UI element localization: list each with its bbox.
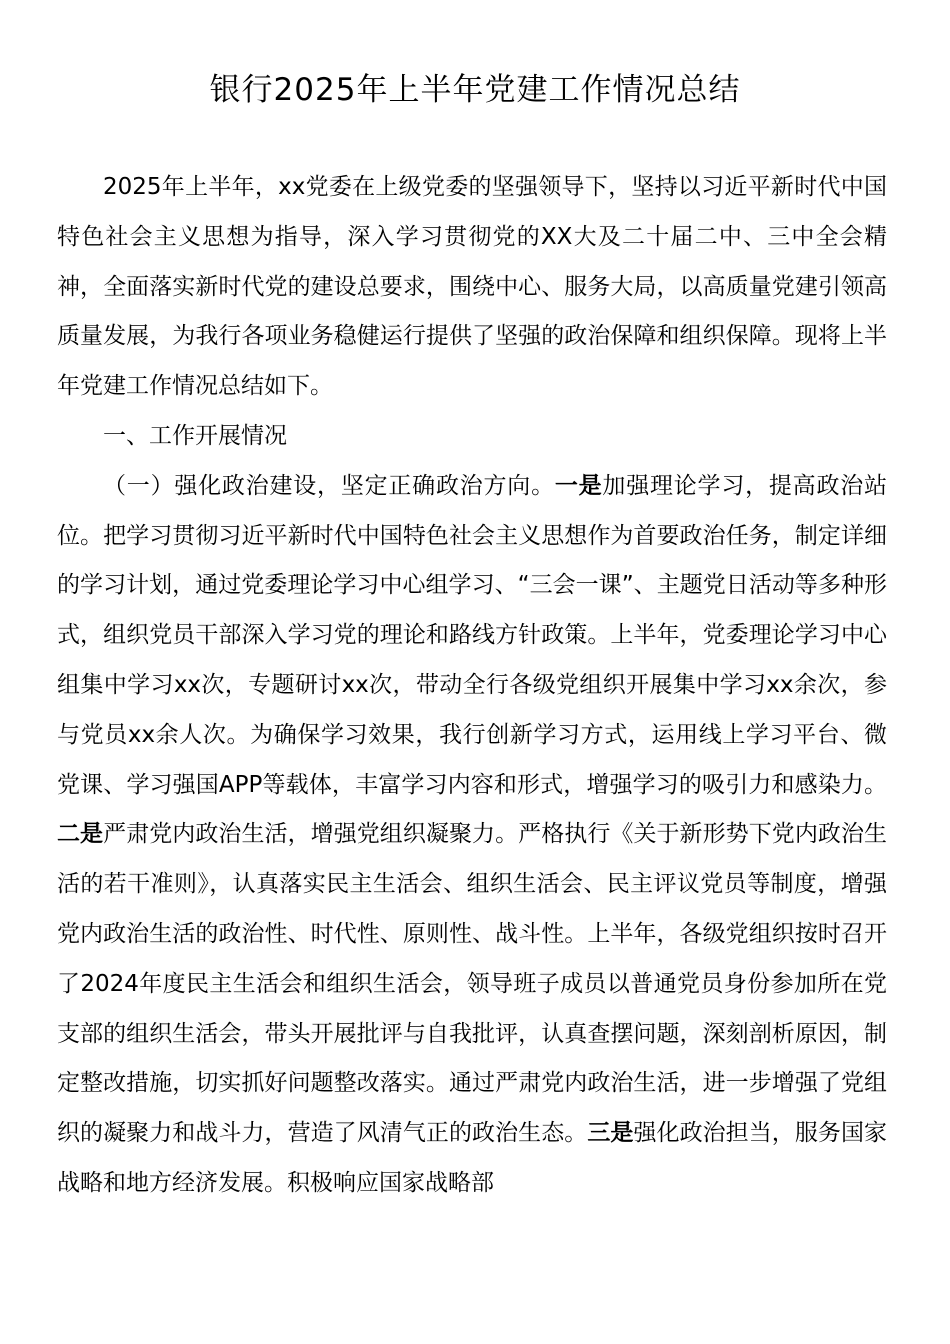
point-text-1: 加强理论学习，提高政治站位。把学习贯彻习近平新时代中国特色社会主义思想作为首要政治任务，制定详细的学习计划，通过党委理论学习中心组学习、“三会一课”、主题党日活动等多种形式，组织党员干部深入学习党的理论和路线方针政策。上半年，党委理论学习中心组集中学习xx次，专题研讨xx次，带动全行各级党组织开展集中学习xx余次，参与党员xx余人次。为确保学习效果，我行创新学习方式，运用线上学习平台、微党课、学习强国APP等载体，丰富学习内容和形式，增强学习的吸引力和感染力。 xyxy=(57,472,887,798)
document-title: 银行2025年上半年党建工作情况总结 xyxy=(209,72,741,108)
document-body xyxy=(57,163,887,1209)
section-heading: 一、工作开展情况 xyxy=(103,422,287,449)
point-label-1: 一是 xyxy=(554,472,603,499)
intro-paragraph: 2025年上半年，xx党委在上级党委的坚强领导下，坚持以习近平新时代中国特色社会主义思想为指导，深入学习贯彻党的XX大及二十届二中、三中全会精神，全面落实新时代党的建设总要求，围绕中心、服务大局，以高质量党建引领高质量发展，为我行各项业务稳健运行提供了坚强的政治保障和组织保障。现将上半年党建工作情况总结如下。 xyxy=(57,174,887,400)
point-label-3: 三是 xyxy=(587,1120,634,1147)
subsection-paragraph xyxy=(57,462,887,1209)
point-label-2: 二是 xyxy=(57,821,104,848)
subsection-heading: （一）强化政治建设，坚定正确政治方向。 xyxy=(103,472,555,499)
point-text-2: 严肃党内政治生活，增强党组织凝聚力。严格执行《关于新形势下党内政治生活的若干准则》，认真落实民主生活会、组织生活会、民主评议党员等制度，增强党内政治生活的政治性、时代性、原则性、战斗性。上半年，各级党组织按时召开了2024年度民主生活会和组织生活会，领导班子成员以普通党员身份参加所在党支部的组织生活会，带头开展批评与自我批评，认真查摆问题，深刻剖析原因，制定整改措施，切实抓好问题整改落实。通过严肃党内政治生活，进一步增强了党组织的凝聚力和战斗力，营造了风清气正的政治生态。 xyxy=(57,821,888,1147)
point-text-3: 强化政治担当，服务国家战略和地方经济发展。积极响应国家战略部 xyxy=(57,1120,888,1196)
